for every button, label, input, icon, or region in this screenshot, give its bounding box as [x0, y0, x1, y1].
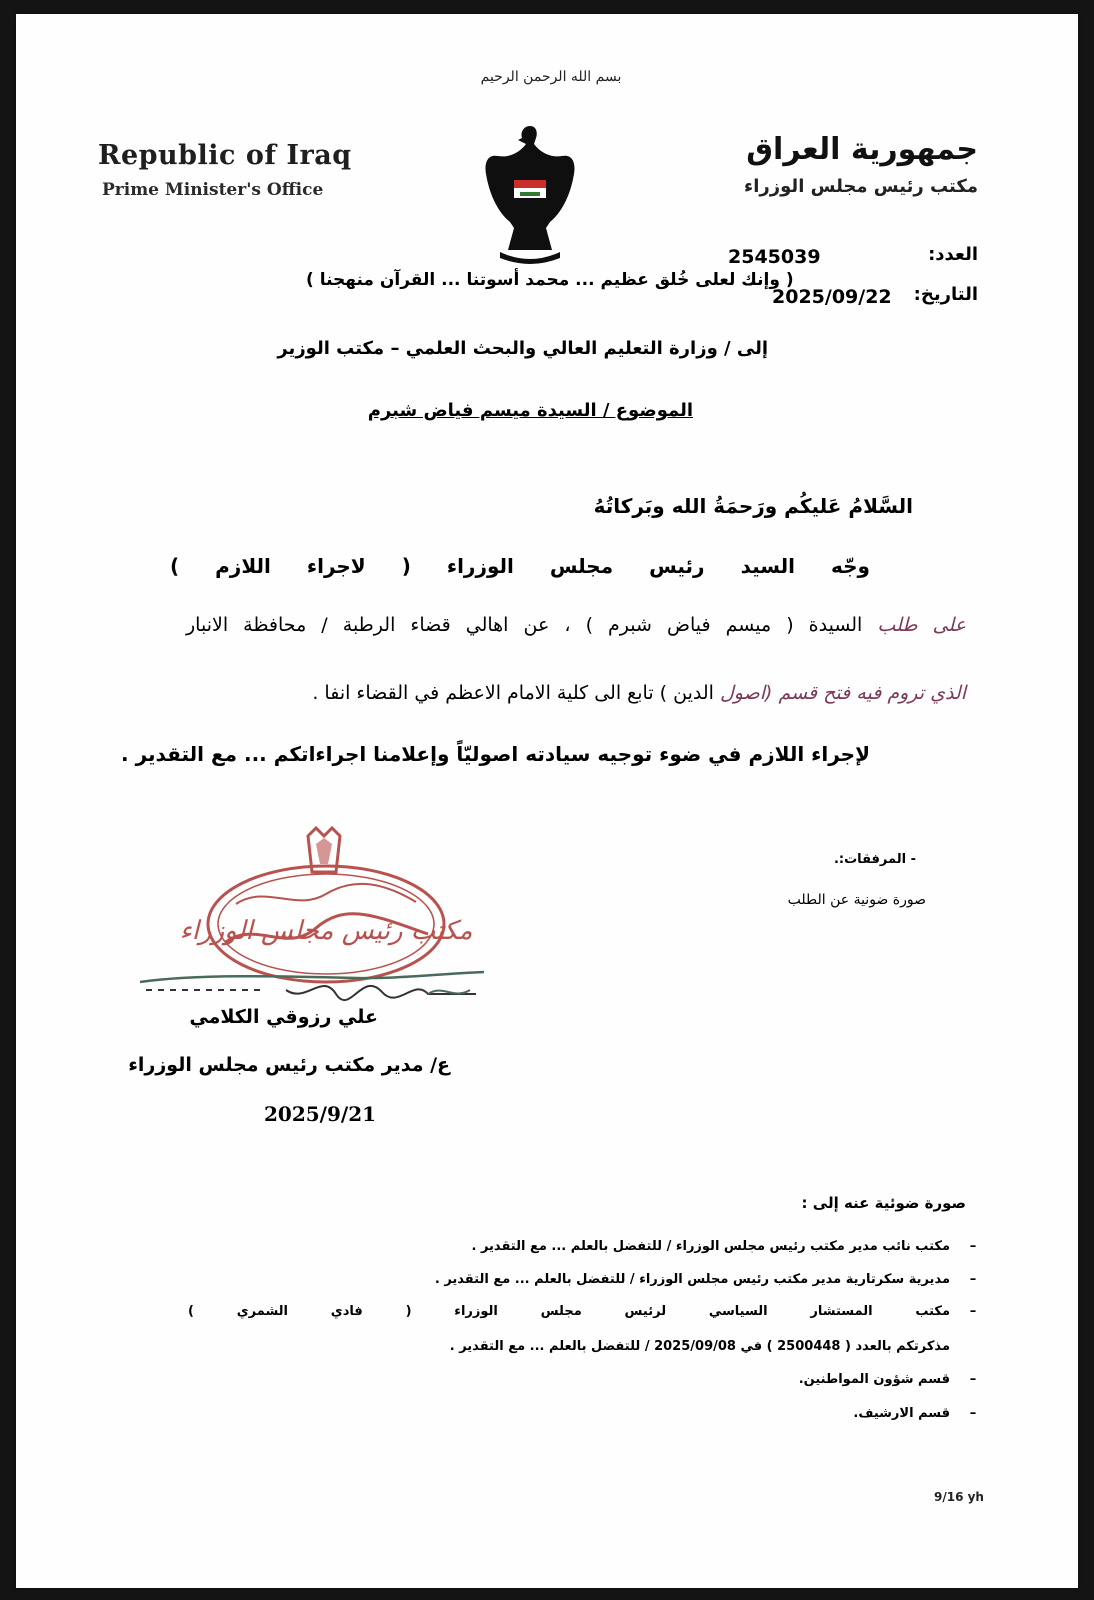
body-paragraph-4: لإجراء اللازم في ضوء توجيه سيادته اصوليّاً وإعلامنا اجراءاتكم ... مع التقدير . [121, 742, 870, 766]
cc-item [188, 1304, 978, 1319]
letter-page [16, 14, 1078, 1588]
cc-item [472, 1239, 979, 1254]
bullet-dash-icon: – [969, 1406, 977, 1421]
cc-item [853, 1406, 978, 1421]
motto-text: ( وإنك لعلى خُلق عظيم ... محمد أسوتنا ... القرآن منهجنا ) [306, 270, 794, 290]
signatory-title: ع/ مدير مكتب رئيس مجلس الوزراء [128, 1054, 450, 1076]
cc-item-text: مكتب نائب مدير مكتب رئيس مجلس الوزراء / للتفضل بالعلم ... مع التقدير . [471, 1239, 950, 1254]
bullet-dash-icon: – [969, 1272, 977, 1287]
recipient-line: إلى / وزارة التعليم العالي والبحث العلمي – مكتب الوزير [277, 338, 768, 359]
subject-line: الموضوع / السيدة ميسم فياض شبرم [367, 400, 693, 421]
handwritten-insert-2: الذي تروم فيه فتح قسم (اصول [719, 682, 966, 704]
cc-item [435, 1272, 978, 1287]
cc-label: صورة ضوئية عنه إلى : [801, 1194, 966, 1212]
ar-office-title: مكتب رئيس مجلس الوزراء [744, 176, 978, 197]
ar-country-title: جمهورية العراق [746, 132, 978, 167]
cc-item-text: مذكرتكم بالعدد ( 2500448 ) في 2025/09/08 / للتفضل بالعلم ... مع التقدير . [449, 1339, 950, 1354]
body-paragraph-2 [186, 614, 966, 636]
cc-item-text: مكتب المستشار السياسي لرئيس مجلس الوزراء ( فادي الشمري ) [188, 1304, 950, 1319]
attachments-label: - المرفقات:. [833, 852, 916, 867]
attachment-item: صورة ضونية عن الطلب [787, 892, 926, 908]
date-value: 2025/09/22 [772, 286, 892, 308]
en-country-title: Republic of Iraq [98, 140, 352, 171]
signature-date: 2025/9/21 [264, 1102, 377, 1126]
handwritten-insert-1: على طلب [877, 614, 966, 636]
body-paragraph-3-text: الدين ) تابع الى كلية الامام الاعظم في القضاء انفا . [312, 682, 714, 704]
greeting: السَّلامُ عَليكُم ورَحمَةُ الله وبَركاتُهُ [593, 494, 913, 518]
cc-item-text: قسم الارشيف. [853, 1406, 950, 1421]
footer-code: 9/16 yh [934, 1490, 984, 1504]
body-paragraph-2-text: السيدة ( ميسم فياض شبرم ) ، عن اهالي قضاء الرطبة / محافظة الانبار [186, 614, 863, 636]
bullet-dash-icon: – [969, 1372, 977, 1387]
bullet-dash-icon: – [969, 1239, 977, 1254]
ref-number-label: العدد: [928, 244, 978, 265]
cc-item-text: قسم شؤون المواطنين. [798, 1372, 950, 1387]
cc-item [799, 1372, 978, 1387]
en-office-title: Prime Minister's Office [102, 180, 324, 200]
eagle-emblem-icon [480, 118, 580, 272]
date-label: التاريخ: [913, 284, 978, 305]
ref-number-value: 2545039 [728, 246, 821, 268]
cc-item [450, 1339, 978, 1354]
signatory-name: علي رزوقي الكلامي [189, 1006, 378, 1028]
basmala: بسم الله الرحمن الرحيم [480, 69, 622, 85]
stamp-text: مكتب رئيس مجلس الوزراء [179, 916, 473, 946]
bullet-dash-icon: – [969, 1304, 977, 1319]
cc-item-text: مديرية سكرتارية مدير مكتب رئيس مجلس الوزراء / للتفضل بالعلم ... مع التقدير . [434, 1272, 950, 1287]
body-paragraph-1: وجّه السيد رئيس مجلس الوزراء ( لاجراء اللازم ) [170, 554, 870, 578]
body-paragraph-3 [312, 682, 966, 704]
